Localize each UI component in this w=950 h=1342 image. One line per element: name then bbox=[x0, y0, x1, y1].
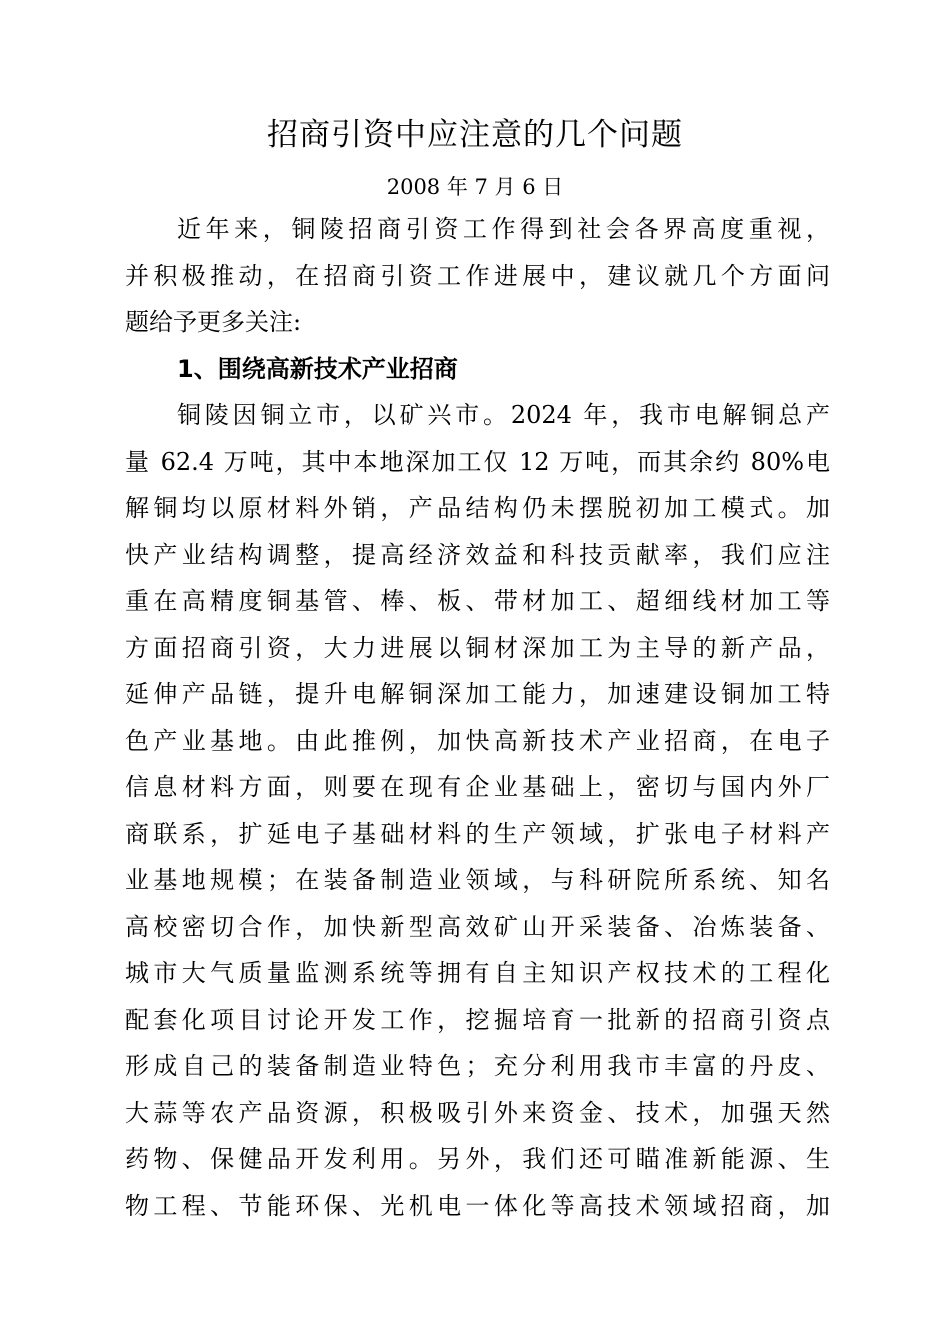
paragraph-line: 快产业结构调整，提高经济效益和科技贡献率，我们应注 bbox=[125, 540, 830, 569]
document-date: 2008 年 7 月 6 日 bbox=[386, 175, 564, 199]
paragraph-line: 近年来，铜陵招商引资工作得到社会各界高度重视， bbox=[177, 215, 830, 243]
paragraph-line: 业基地规模；在装备制造业领域，与科研院所系统、知名 bbox=[125, 866, 830, 894]
paragraph-line: 量 62.4 万吨，其中本地深加工仅 12 万吨，而其余约 80%电 bbox=[125, 447, 830, 476]
paragraph-line: 高校密切合作，加快新型高效矿山开采装备、冶炼装备、 bbox=[125, 912, 830, 941]
document-title: 招商引资中应注意的几个问题 bbox=[267, 117, 683, 153]
paragraph-line: 大蒜等农产品资源，积极吸引外来资金、技术，加强天然 bbox=[125, 1098, 830, 1127]
paragraph-line: 解铜均以原材料外销，产品结构仍未摆脱初加工模式。加 bbox=[125, 494, 830, 522]
paragraph-line: 延伸产品链，提升电解铜深加工能力，加速建设铜加工特 bbox=[125, 680, 830, 708]
paragraph-line: 药物、保健品开发利用。另外，我们还可瞄准新能源、生 bbox=[125, 1145, 830, 1173]
paragraph-line: 方面招商引资，大力进展以铜材深加工为主导的新产品， bbox=[125, 633, 830, 662]
paragraph-line: 并积极推动，在招商引资工作进展中，建议就几个方面问 bbox=[125, 261, 830, 290]
paragraph-line: 物工程、节能环保、光机电一体化等高技术领域招商，加 bbox=[125, 1191, 830, 1220]
document-body bbox=[125, 206, 830, 1229]
paragraph-line: 配套化项目讨论开发工作，挖掘培育一批新的招商引资点 bbox=[125, 1005, 830, 1034]
paragraph-line: 铜陵因铜立市，以矿兴市。2024 年，我市电解铜总产 bbox=[177, 401, 830, 429]
paragraph-line: 形成自己的装备制造业特色；充分利用我市丰富的丹皮、 bbox=[125, 1052, 830, 1080]
paragraph-line: 重在高精度铜基管、棒、板、带材加工、超细线材加工等 bbox=[125, 587, 830, 615]
paragraph-line: 色产业基地。由此推例，加快高新技术产业招商，在电子 bbox=[125, 726, 830, 755]
section-heading: 1、围绕高新技术产业招商 bbox=[177, 354, 458, 383]
paragraph-line: 题给予更多关注: bbox=[125, 308, 302, 336]
paragraph-line: 商联系，扩延电子基础材料的生产领域，扩张电子材料产 bbox=[125, 819, 830, 848]
paragraph-line: 信息材料方面，则要在现有企业基础上，密切与国内外厂 bbox=[125, 773, 830, 801]
paragraph-line: 城市大气质量监测系统等拥有自主知识产权技术的工程化 bbox=[125, 959, 830, 987]
